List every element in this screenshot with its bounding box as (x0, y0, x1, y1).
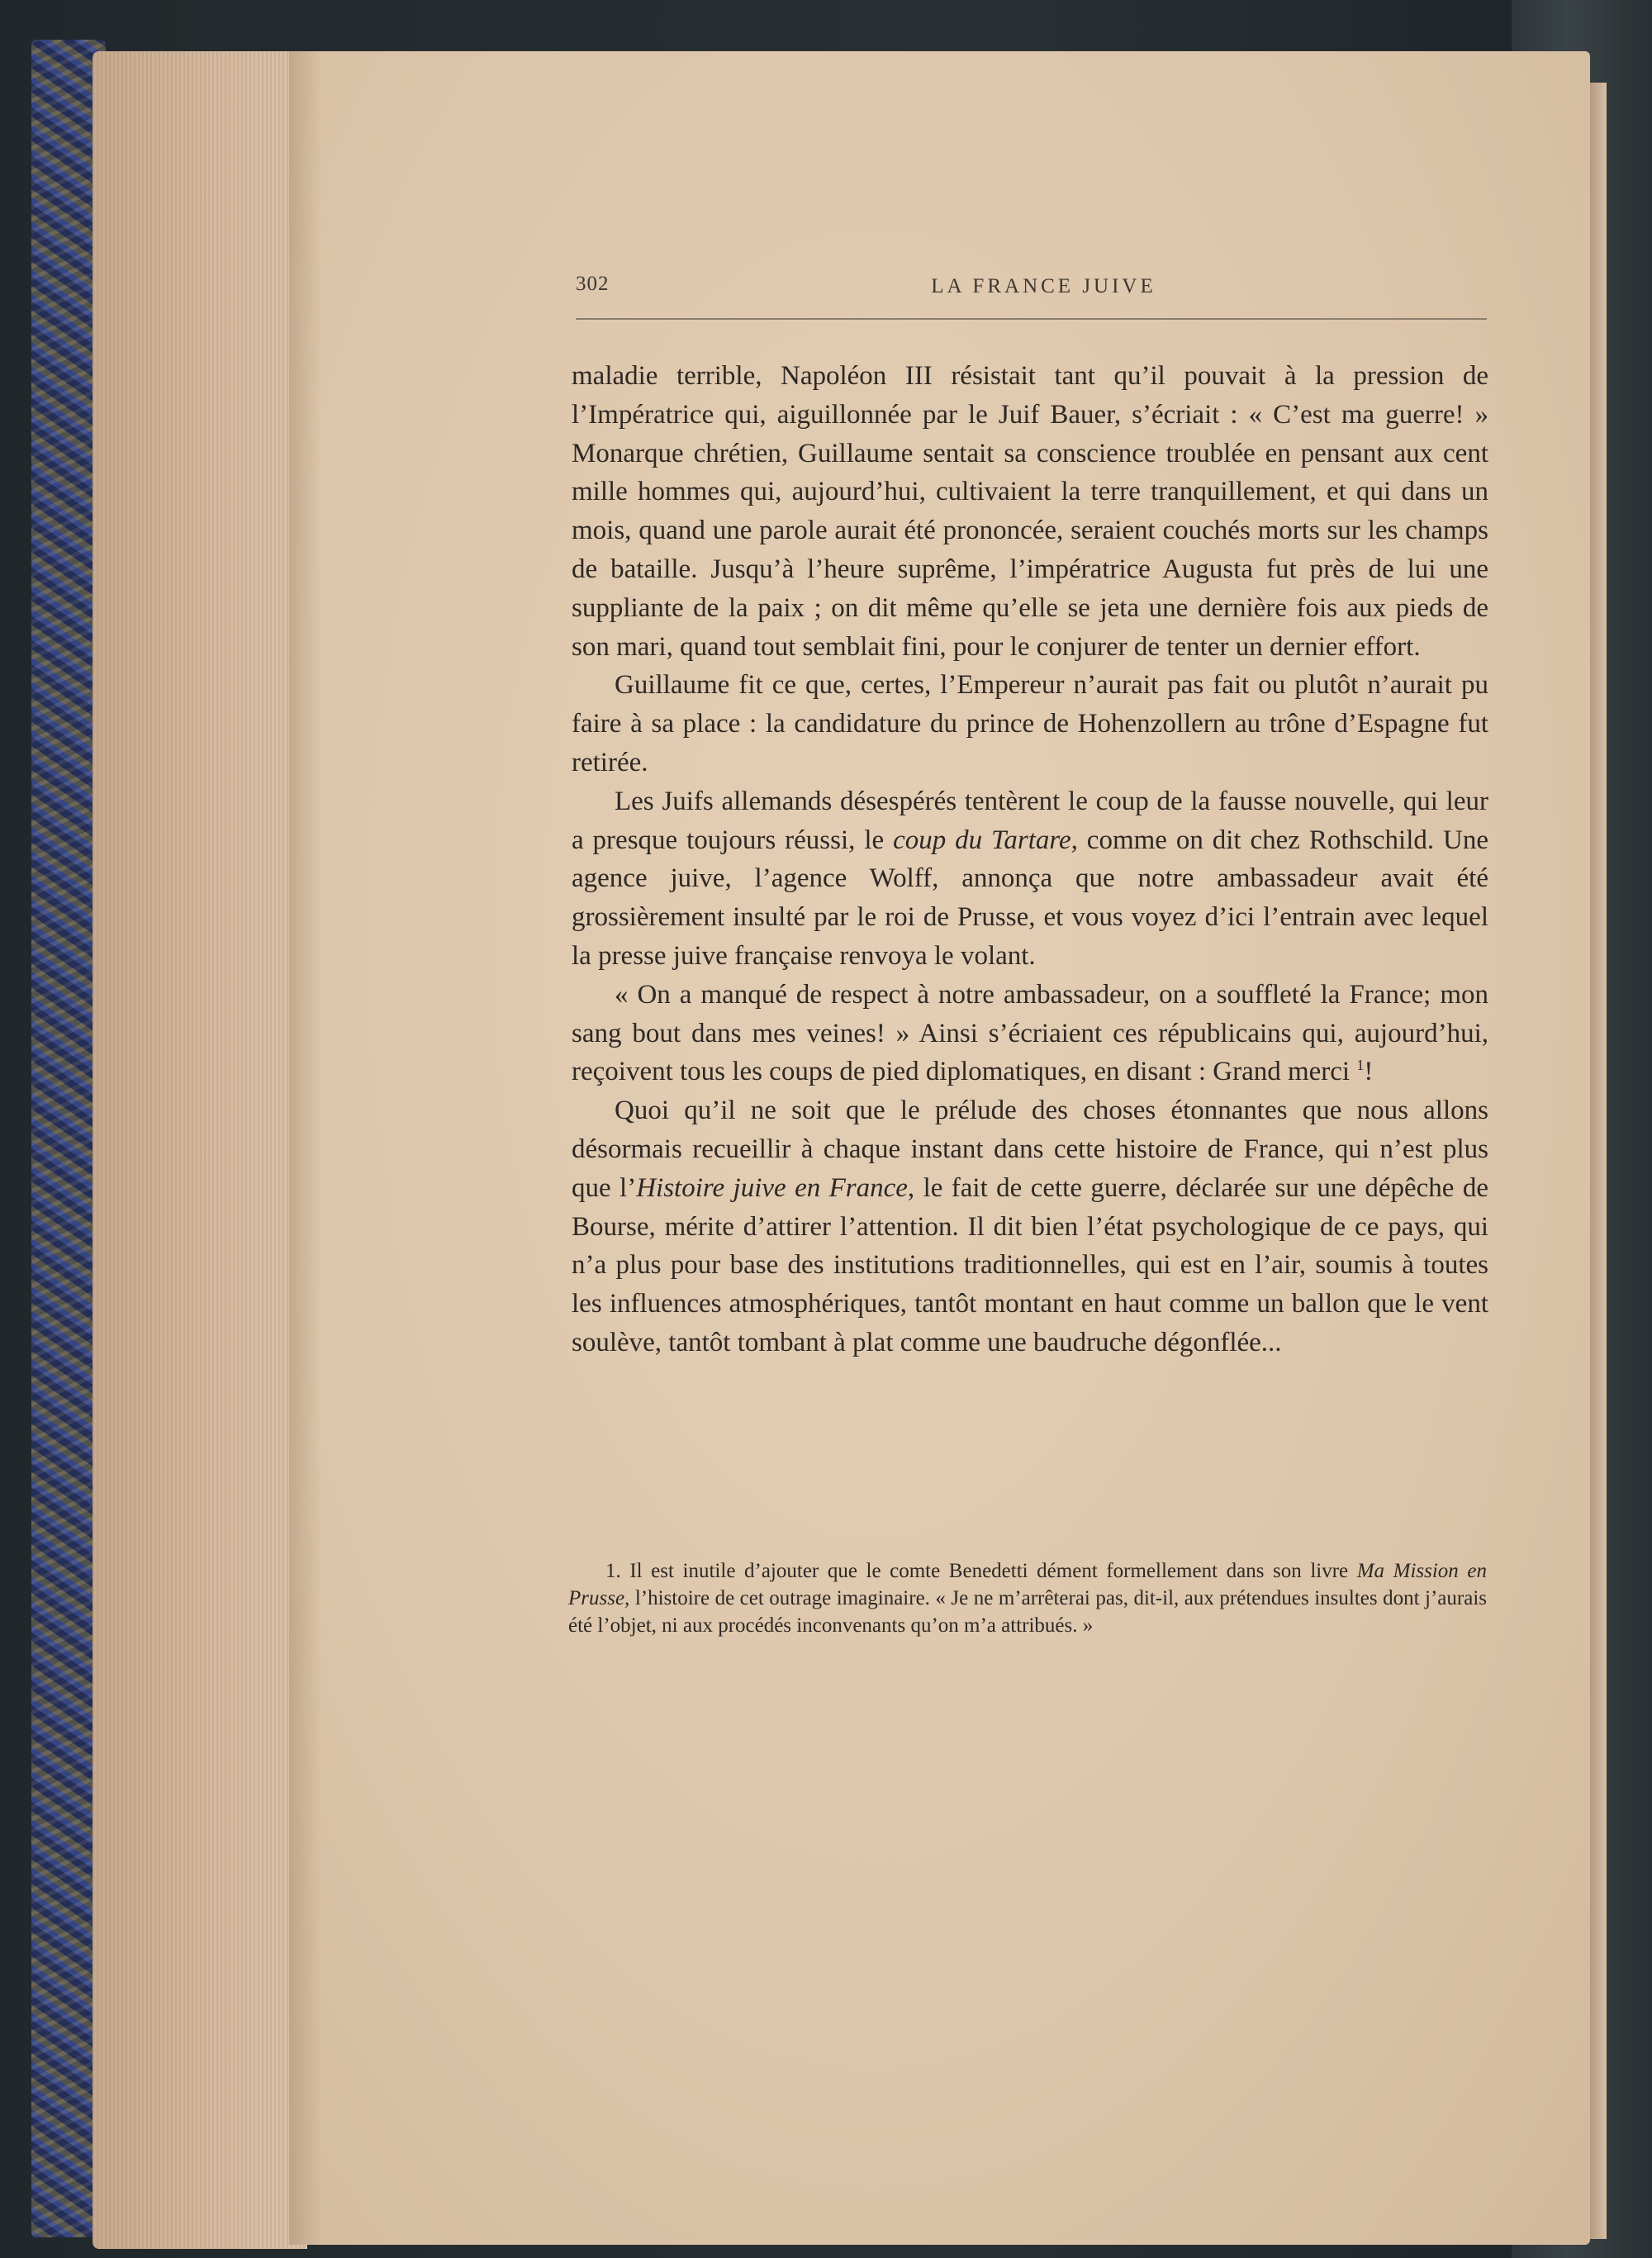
paragraph-5-text-a: Quoi qu’il ne soit que le prélude des choses étonnantes que nous allons désormais recueillir à chaque instant dans cette histoire de France, qui n’est plus que l’ (572, 1096, 1488, 1203)
paragraph-3-italic: coup du Tartare, (893, 825, 1078, 855)
paragraph-3-text-a: Les Juifs allemands désespérés tentèrent le coup de la fausse nouvelle, qui leur a presque toujours réussi, le (572, 786, 1488, 855)
running-title: LA FRANCE JUIVE (931, 275, 1156, 297)
main-text (572, 357, 1488, 1362)
paragraph-4 (572, 976, 1488, 1091)
page-number: 302 (576, 273, 610, 295)
paragraph-3 (572, 782, 1488, 976)
footnote-number: 1. (605, 1560, 621, 1582)
paragraph-1: maladie terrible, Napoléon III résistait tant qu’il pouvait à la pression de l’Impératrice qui, aiguillonnée par le Juif Bauer, s’écriait : « C’est ma guerre! » Monarque chrétien, Guillaume sentait sa conscience troublée en pensant aux cent mille hommes qui, aujourd’hui, cultivaient la terre tranquillement, et qui dans un mois, quand une parole aurait été prononcée, seraient couchés morts sur les champs de bataille. Jusqu’à l’heure suprême, l’impératrice Augusta fut près de lui une suppliante de la paix ; on dit même qu’elle se jeta une dernière fois aux pieds de son mari, quand tout semblait fini, pour le conjurer de tenter un dernier effort. (572, 361, 1488, 662)
paragraph-4-end: ! (1364, 1057, 1374, 1087)
paragraph-5-text-b: , le fait de cette guerre, déclarée sur une dépêche de Bourse, mérite d’attirer l’attention. Il dit bien l’état psychologique de ce pays, qui n’a plus pour base des institutions traditionnelles, qui est en l’air, soumis à toutes les influences atmosphériques, tantôt montant en haut comme un ballon que le vent soulève, tantôt tombant à plat comme une baudruche dégonflée... (572, 1172, 1488, 1357)
page-stack-edge (93, 51, 307, 2249)
running-head (576, 273, 1487, 322)
paragraph-4-text: « On a manqué de respect à notre ambassadeur, on a souffleté la France; mon sang bout dans mes veines! » Ainsi s’écriaient ces républicains qui, aujourd’hui, reçoivent tous les coups de pied diplomatiques, en disant : Grand merci (572, 979, 1488, 1087)
paragraph-5-italic: Histoire juive en France (636, 1172, 908, 1203)
facing-page-edge (1590, 83, 1607, 2239)
header-rule (576, 318, 1487, 320)
footnote-text-a: Il est inutile d’ajouter que le comte Benedetti dément formellement dans son livre (620, 1560, 1357, 1582)
paragraph-2: Guillaume fit ce que, certes, l’Empereur n’aurait pas fait ou plutôt n’aurait pu faire à sa place : la candidature du prince de Hohenzollern au trône d’Espagne fut retirée. (572, 670, 1488, 777)
footnote-italic: Ma Mission en Prusse, (568, 1560, 1487, 1609)
page-gutter-shadow (289, 51, 322, 2245)
footnote-text-b: l’histoire de cet outrage imaginaire. « Je ne m’arrêterai pas, dit-il, aux prétendues insultes dont j’aurais été l’objet, ni aux procédés inconvenants qu’on m’a attribués. » (568, 1587, 1487, 1637)
footnote (568, 1557, 1487, 1639)
paragraph-5 (572, 1091, 1488, 1362)
footnote-reference[interactable]: 1 (1356, 1057, 1365, 1074)
paragraph-3-text-b: comme on dit chez Rothschild. Une agence juive, l’agence Wolff, annonça que notre ambassadeur avait été grossièrement insulté par le roi de Prusse, et vous voyez d’ici l’entrain avec lequel la presse juive française renvoya le volant. (572, 825, 1488, 971)
